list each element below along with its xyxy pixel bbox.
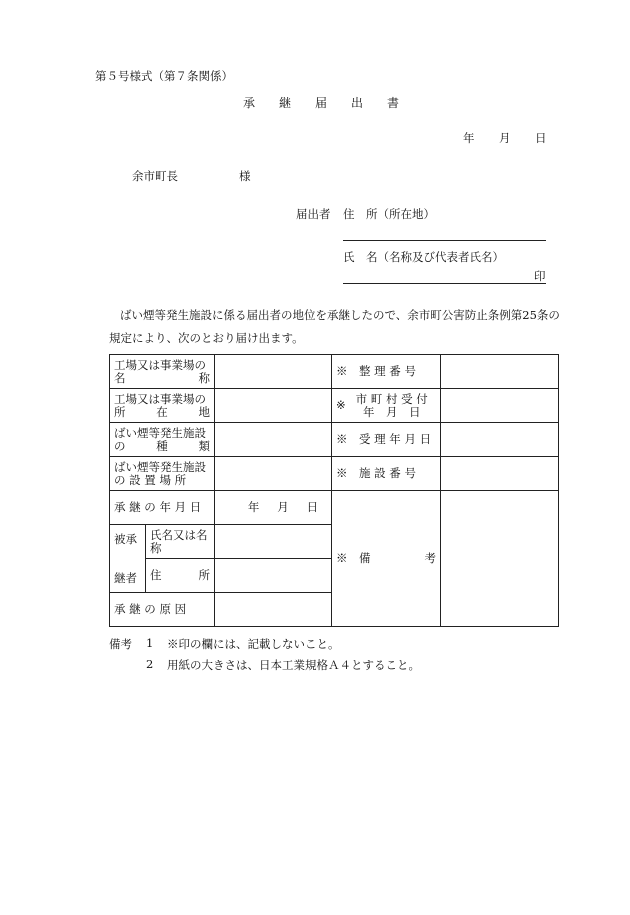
address-underline <box>343 240 546 241</box>
input-successor-name[interactable] <box>215 525 332 559</box>
label-facility-number: ※ 施 設 番 号 <box>332 457 441 491</box>
label-factory-name: 工場又は事業場の 名 称 <box>110 355 215 389</box>
form-table <box>109 354 559 627</box>
input-remarks[interactable] <box>441 491 559 627</box>
name-underline <box>343 283 546 284</box>
label-factory-location: 工場又は事業場の 所 在 地 <box>110 389 215 423</box>
input-facility-place[interactable] <box>215 457 332 491</box>
body-text-line-2: 規定により、次のとおり届け出ます。 <box>109 331 304 345</box>
label-succession-date: 承 継 の 年 月 日 <box>110 491 215 525</box>
input-factory-name[interactable] <box>215 355 332 389</box>
label-reason: 承 継 の 原 因 <box>110 593 215 627</box>
label-facility-place: ばい煙等発生施設 の 設 置 場 所 <box>110 457 215 491</box>
date-year: 年 <box>463 131 475 145</box>
input-facility-number[interactable] <box>441 457 559 491</box>
date-month: 月 <box>499 131 511 145</box>
addressee-honorific: 様 <box>239 169 251 183</box>
note-1-text: ※印の欄には、記載しないこと。 <box>167 637 340 651</box>
input-succession-date[interactable]: 年 月 日 <box>215 491 332 525</box>
input-reason[interactable] <box>215 593 332 627</box>
body-text-line-1: ばい煙等発生施設に係る届出者の地位を承継したので、余市町公害防止条例第25条の <box>120 308 560 322</box>
document-title: 承 継 届 出 書 <box>243 96 400 110</box>
label-facility-type: ばい煙等発生施設 の 種 類 <box>110 423 215 457</box>
notifier-label: 届出者 <box>296 207 331 221</box>
notifier-address-label: 住 所（所在地） <box>343 207 435 221</box>
label-ref-number: ※ 整 理 番 号 <box>332 355 441 389</box>
label-successor-address: 住 所 <box>146 559 215 593</box>
addressee-name: 余市町長 <box>132 169 178 183</box>
date-day: 日 <box>535 131 547 145</box>
notifier-name-label: 氏 名（名称及び代表者氏名） <box>343 250 504 264</box>
form-number: 第５号様式（第７条関係） <box>95 69 233 83</box>
label-muni-received: ※ 市 町 村 受 付 年 月 日 <box>332 389 441 423</box>
input-factory-location[interactable] <box>215 389 332 423</box>
input-ref-number[interactable] <box>441 355 559 389</box>
note-2-number: 2 <box>146 657 154 671</box>
seal-mark: 印 <box>534 269 546 283</box>
label-successor-name: 氏名又は名称 <box>146 525 215 559</box>
notes-heading: 備考 <box>109 637 132 651</box>
input-successor-address[interactable] <box>215 559 332 593</box>
note-1-number: 1 <box>146 636 154 650</box>
label-remarks: ※ 備 考 <box>332 491 441 627</box>
input-facility-type[interactable] <box>215 423 332 457</box>
label-received-date: ※ 受 理 年 月 日 <box>332 423 441 457</box>
input-received-date[interactable] <box>441 423 559 457</box>
label-successor: 被承 継者 <box>110 525 146 593</box>
input-muni-received[interactable] <box>441 389 559 423</box>
note-2-text: 用紙の大きさは、日本工業規格Ａ４とすること。 <box>167 658 420 672</box>
